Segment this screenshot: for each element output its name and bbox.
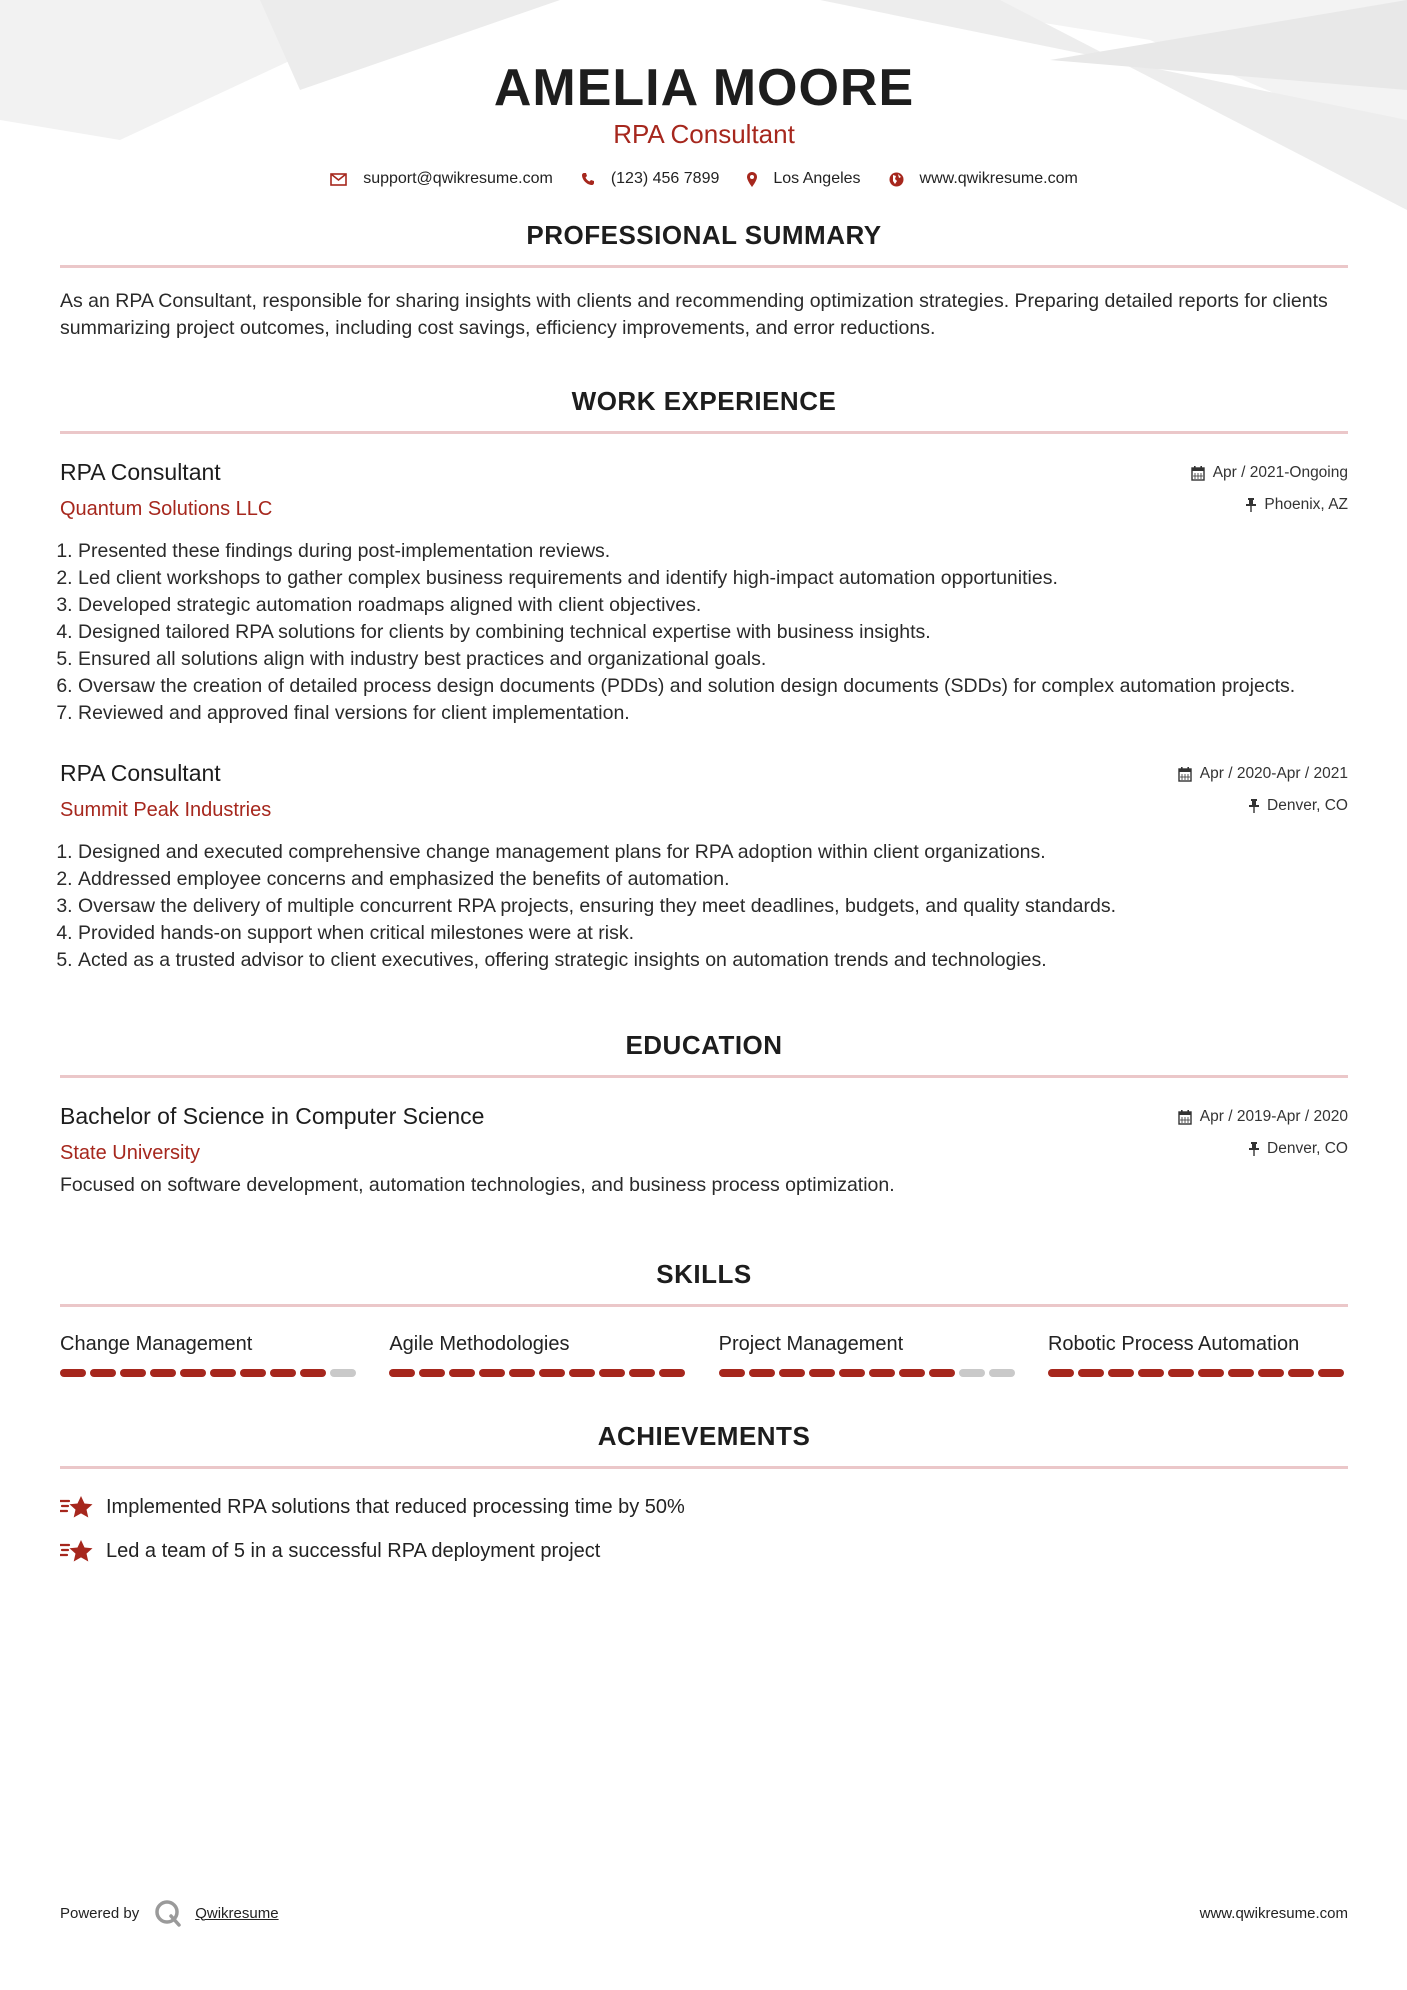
skill-item (719, 1331, 1019, 1377)
candidate-title: RPA Consultant (613, 119, 795, 149)
list-item: 7. Reviewed and approved final versions for client implementation. (78, 700, 1348, 727)
job-entry (60, 458, 1348, 727)
education-date-text: Apr / 2019-Apr / 2020 (1199, 1108, 1348, 1125)
skill-level-segment-filled (270, 1369, 296, 1377)
skill-level-segment-filled (1108, 1369, 1134, 1377)
section-divider (60, 1304, 1348, 1307)
candidate-name: AMELIA MOORE (493, 59, 915, 117)
achievement-item (60, 1537, 1348, 1565)
contact-phone[interactable] (581, 170, 720, 188)
contact-email[interactable] (330, 170, 553, 188)
skill-level-segment-filled (240, 1369, 266, 1377)
job-location (1246, 496, 1348, 514)
skill-level-segment-filled (120, 1369, 146, 1377)
job-date (1191, 464, 1348, 482)
section-divider (60, 1075, 1348, 1078)
skill-level-segment-filled (749, 1369, 775, 1377)
pin-icon (1246, 498, 1256, 512)
skill-level-segment-filled (929, 1369, 955, 1377)
skills-list (60, 1331, 1348, 1377)
list-item: 4. Provided hands-on support when critical milestones were at risk. (78, 920, 1348, 947)
summary-text: As an RPA Consultant, responsible for sharing insights with clients and recommending optimization strategies. Preparing detailed reports for clients summarizing project outcomes, including cost savings, efficiency improvements, and error reductions. (60, 290, 1328, 339)
list-item: 3. Developed strategic automation roadmaps aligned with client objectives. (78, 592, 1348, 619)
skill-level-segment-filled (569, 1369, 595, 1377)
skill-level-segment-filled (1258, 1369, 1284, 1377)
skill-level-segment-filled (839, 1369, 865, 1377)
star-icon (60, 1494, 94, 1520)
education-date (1178, 1108, 1348, 1126)
education-header (60, 1102, 1348, 1172)
location-text: Los Angeles (773, 170, 861, 187)
skill-level-segment-filled (899, 1369, 925, 1377)
skill-level-segment-filled (180, 1369, 206, 1377)
job-company: Quantum Solutions LLC (60, 498, 273, 520)
list-item: 1. Designed and executed comprehensive change management plans for RPA adoption within client organizations. (78, 839, 1348, 866)
job-location-text: Denver, CO (1267, 797, 1348, 814)
skill-level-segment-filled (629, 1369, 655, 1377)
skill-level-segment-empty (989, 1369, 1015, 1377)
list-item: 2. Led client workshops to gather complex business requirements and identify high-impact automation opportunities. (78, 565, 1348, 592)
skill-level-segment-filled (1078, 1369, 1104, 1377)
list-item: 1. Presented these findings during post-implementation reviews. (78, 538, 1348, 565)
phone-text: (123) 456 7899 (610, 170, 720, 187)
calendar-icon (1178, 767, 1192, 782)
list-item: 2. Addressed employee concerns and emphasized the benefits of automation. (78, 866, 1348, 893)
skill-level-bar (389, 1369, 689, 1377)
education-description: Focused on software development, automation technologies, and business process optimization. (60, 1174, 895, 1196)
job-location-text: Phoenix, AZ (1264, 496, 1348, 513)
qwikresume-link[interactable]: Qwikresume (195, 1904, 279, 1922)
contact-info (60, 170, 1348, 188)
contact-location (747, 170, 860, 188)
job-company: Summit Peak Industries (60, 799, 272, 821)
skill-level-segment-filled (150, 1369, 176, 1377)
skill-level-bar (719, 1369, 1019, 1377)
skill-item (60, 1331, 360, 1377)
achievements-heading: ACHIEVEMENTS (597, 1421, 811, 1451)
skill-level-segment-filled (719, 1369, 745, 1377)
footer-website[interactable]: www.qwikresume.com (1199, 1904, 1348, 1922)
job-date (1178, 765, 1348, 783)
education-school: State University (60, 1142, 201, 1164)
education-degree: Bachelor of Science in Computer Science (60, 1103, 485, 1129)
skill-level-bar (1048, 1369, 1348, 1377)
list-item: 5. Ensured all solutions align with industry best practices and organizational goals. (78, 646, 1348, 673)
job-entry (60, 759, 1348, 974)
skill-level-segment-filled (300, 1369, 326, 1377)
website-text: www.qwikresume.com (919, 170, 1078, 187)
skill-level-segment-filled (1318, 1369, 1344, 1377)
job-date-text: Apr / 2021-Ongoing (1212, 464, 1348, 481)
skill-level-segment-filled (779, 1369, 805, 1377)
skill-level-segment-filled (210, 1369, 236, 1377)
skill-name: Agile Methodologies (389, 1333, 570, 1355)
skill-level-segment-filled (869, 1369, 895, 1377)
skill-level-bar (60, 1369, 360, 1377)
skill-level-segment-filled (1288, 1369, 1314, 1377)
map-marker-icon (747, 172, 757, 187)
job-role: RPA Consultant (60, 459, 221, 485)
summary-heading: PROFESSIONAL SUMMARY (526, 220, 882, 250)
skill-name: Project Management (718, 1333, 904, 1355)
achievement-item (60, 1493, 1348, 1521)
achievement-text: Implemented RPA solutions that reduced processing time by 50% (106, 1496, 685, 1518)
achievement-text: Led a team of 5 in a successful RPA deployment project (106, 1540, 601, 1562)
skill-level-segment-filled (449, 1369, 475, 1377)
skill-name: Robotic Process Automation (1047, 1333, 1300, 1355)
education-heading: EDUCATION (625, 1030, 783, 1060)
job-header (60, 759, 1348, 829)
skill-level-segment-empty (959, 1369, 985, 1377)
skill-level-segment-filled (509, 1369, 535, 1377)
pin-icon (1249, 799, 1259, 813)
skill-level-segment-filled (479, 1369, 505, 1377)
skill-name: Change Management (60, 1333, 253, 1355)
star-icon (60, 1538, 94, 1564)
education-location (1249, 1140, 1348, 1158)
section-divider (60, 1466, 1348, 1469)
skill-level-segment-filled (90, 1369, 116, 1377)
job-bullets (60, 538, 1348, 727)
skill-level-segment-filled (659, 1369, 685, 1377)
skill-level-segment-empty (330, 1369, 356, 1377)
skill-level-segment-filled (599, 1369, 625, 1377)
achievements-list (60, 1493, 1348, 1565)
education-entry (60, 1102, 1348, 1199)
job-role: RPA Consultant (60, 760, 221, 786)
skill-level-segment-filled (419, 1369, 445, 1377)
skill-item (1048, 1331, 1348, 1377)
list-item: 3. Oversaw the delivery of multiple concurrent RPA projects, ensuring they meet deadlines, budgets, and quality standards. (78, 893, 1348, 920)
contact-website[interactable] (889, 170, 1078, 188)
skill-level-segment-filled (1048, 1369, 1074, 1377)
skill-level-segment-filled (1228, 1369, 1254, 1377)
skill-level-segment-filled (809, 1369, 835, 1377)
job-location (1249, 797, 1348, 815)
skill-level-segment-filled (539, 1369, 565, 1377)
skills-heading: SKILLS (656, 1259, 752, 1289)
skill-level-segment-filled (1138, 1369, 1164, 1377)
skill-level-segment-filled (1198, 1369, 1224, 1377)
list-item: 5. Acted as a trusted advisor to client executives, offering strategic insights on automation trends and technologies. (78, 947, 1348, 974)
globe-icon (889, 172, 904, 187)
skill-item (389, 1331, 689, 1377)
resume-header (60, 0, 1348, 188)
email-text: support@qwikresume.com (363, 170, 553, 187)
job-bullets (60, 839, 1348, 974)
resume-page (60, 0, 1348, 1922)
job-date-text: Apr / 2020-Apr / 2021 (1199, 765, 1348, 782)
skill-level-segment-filled (60, 1369, 86, 1377)
list-item: 4. Designed tailored RPA solutions for clients by combining technical expertise with business insights. (78, 619, 1348, 646)
section-divider (60, 431, 1348, 434)
calendar-icon (1191, 466, 1205, 481)
envelope-icon (330, 173, 347, 186)
qwikresume-logo-icon (153, 1898, 183, 1928)
phone-icon (581, 172, 595, 186)
pin-icon (1249, 1142, 1259, 1156)
list-item: 6. Oversaw the creation of detailed process design documents (PDDs) and solution design documents (SDDs) for complex automation projects. (78, 673, 1348, 700)
section-divider (60, 265, 1348, 268)
calendar-icon (1178, 1110, 1192, 1125)
education-location-text: Denver, CO (1267, 1140, 1348, 1157)
powered-by-label: Powered by (60, 1904, 140, 1922)
experience-heading: WORK EXPERIENCE (571, 386, 837, 416)
skill-level-segment-filled (389, 1369, 415, 1377)
powered-by (60, 1898, 279, 1928)
skill-level-segment-filled (1168, 1369, 1194, 1377)
job-header (60, 458, 1348, 528)
page-footer (60, 1898, 1348, 1928)
